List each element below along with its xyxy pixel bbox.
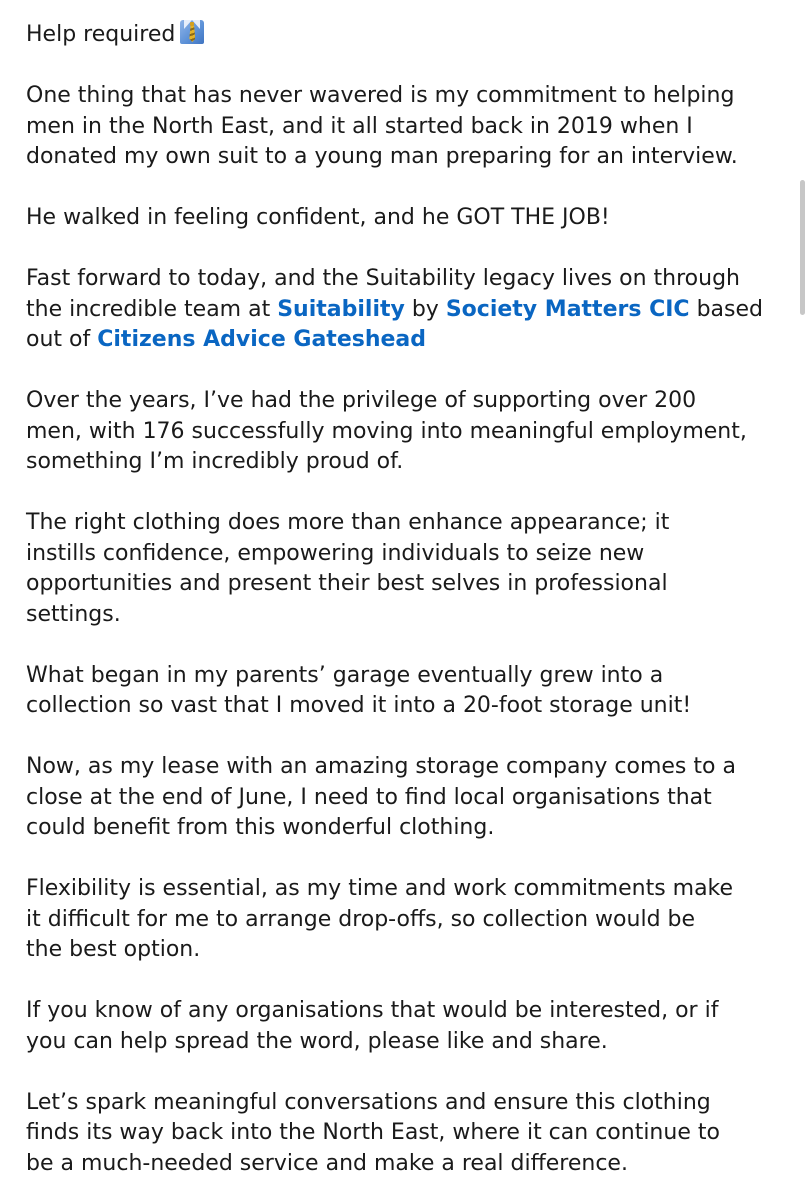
necktie-icon: [179, 18, 205, 46]
text-fragment: out of: [26, 327, 98, 352]
text-line: Now, as my lease with an amazing storage company comes to a: [26, 754, 736, 779]
text-line: If you know of any organisations that would be interested, or if: [26, 998, 719, 1023]
text-line: One thing that has never wavered is my commitment to helping: [26, 83, 735, 108]
text-line: settings.: [26, 601, 121, 627]
text-line: He walked in feeling confident, and he GOT THE JOB!: [26, 205, 610, 230]
paragraph-share: [26, 996, 796, 1057]
text-line: opportunities and present their best selves in professional: [26, 571, 668, 596]
link-society-matters-cic[interactable]: Society Matters CIC: [445, 296, 690, 322]
paragraph-origin: [26, 81, 796, 173]
text-line: the best option.: [26, 937, 201, 962]
text-line: The right clothing does more than enhance appearance; it: [26, 510, 670, 535]
text-line: Fast forward to today, and the Suitability legacy lives on through: [26, 266, 740, 291]
text-line: donated my own suit to a young man preparing for an interview.: [26, 144, 738, 169]
text-line: What began in my parents’ garage eventually grew into a: [26, 662, 664, 688]
post-title-text: Help required: [26, 22, 176, 47]
text-line: [26, 295, 796, 326]
text-line: Flexibility is essential, as my time and work commitments make: [26, 876, 734, 901]
paragraph-conclusion: [26, 1088, 796, 1180]
text-line: instills confidence, empowering individuals to seize new: [26, 540, 645, 566]
text-line: something I’m incredibly proud of.: [26, 449, 404, 474]
text-line: [26, 325, 796, 356]
text-line: Over the years, I’ve had the privilege of supporting over 200: [26, 388, 697, 413]
paragraph-lease: [26, 752, 796, 844]
text-line: Let’s spark meaningful conversations and ensure this clothing: [26, 1089, 711, 1115]
post-title: [26, 18, 796, 51]
text-line: it difficult for me to arrange drop-offs, so collection would be: [26, 906, 696, 932]
paragraph-clothing: [26, 508, 796, 630]
link-citizens-advice-gateshead[interactable]: Citizens Advice Gateshead: [97, 327, 427, 352]
paragraph-got-the-job: [26, 203, 796, 234]
vertical-scrollbar[interactable]: [800, 180, 805, 315]
text-line: close at the end of June, I need to find local organisations that: [26, 784, 712, 810]
text-line: be a much-needed service and make a real difference.: [26, 1150, 628, 1176]
text-line: you can help spread the word, please like and share.: [26, 1028, 608, 1054]
text-fragment: based: [689, 296, 763, 322]
link-suitability[interactable]: Suitability: [277, 296, 405, 322]
text-line: finds its way back into the North East, where it can continue to: [26, 1120, 720, 1145]
text-fragment: by: [404, 296, 446, 322]
paragraph-legacy: [26, 264, 796, 356]
text-fragment: the incredible team at: [26, 296, 278, 322]
text-line: collection so vast that I moved it into a 20-foot storage unit!: [26, 693, 692, 718]
paragraph-flexibility: [26, 874, 796, 966]
text-line: could benefit from this wonderful clothing.: [26, 815, 495, 840]
paragraph-impact: [26, 386, 796, 478]
text-line: men, with 176 successfully moving into meaningful employment,: [26, 418, 747, 444]
text-line: men in the North East, and it all started back in 2019 when I: [26, 113, 693, 139]
post-body: [26, 18, 796, 1179]
paragraph-garage: [26, 661, 796, 722]
